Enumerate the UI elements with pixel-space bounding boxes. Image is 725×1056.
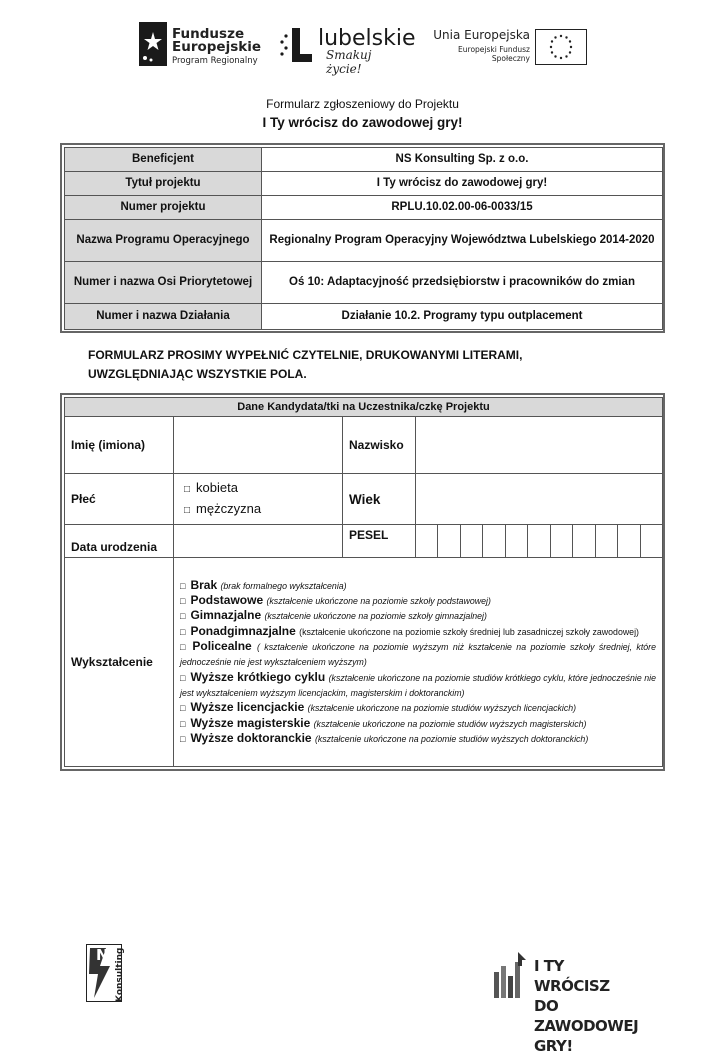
checkbox-icon[interactable]: □ [180, 626, 186, 637]
ue-title: Unia Europejska [433, 28, 530, 42]
sex-option-label: kobieta [196, 480, 238, 495]
info-row-action [65, 304, 663, 330]
checkbox-icon[interactable]: □ [180, 703, 186, 714]
education-option-desc: (brak formalnego wykształcenia) [220, 580, 347, 591]
logo-ns-konsulting [86, 944, 136, 1004]
age-field[interactable] [416, 474, 663, 525]
fill-instructions-line2: UWZGLĘDNIAJĄC WSZYSTKIE POLA. [88, 367, 307, 381]
fe-line3: Program Regionalny [172, 56, 258, 66]
game-slogan-line1: I TY WRÓCISZ DO [534, 957, 610, 1015]
education-options [174, 558, 663, 767]
info-label: Beneficjent [65, 148, 262, 172]
document-subtitle: Formularz zgłoszeniowy do Projektu [266, 97, 459, 111]
pesel-digit-cell[interactable] [527, 525, 549, 557]
fundusze-star-icon [139, 22, 167, 66]
game-slogan-line2: ZAWODOWEJ GRY! [534, 1017, 639, 1055]
age-label: Wiek [343, 474, 416, 525]
logo-lubelskie [278, 26, 416, 76]
education-option-name: Gimnazjalne [190, 608, 262, 623]
checkbox-icon[interactable]: □ [180, 596, 186, 607]
education-option-desc: (kształcenie ukończone na poziomie szkoły podstawowej) [266, 596, 491, 607]
education-option[interactable] [180, 578, 656, 593]
checkbox-icon[interactable]: □ [180, 672, 186, 683]
birth-date-field[interactable] [174, 525, 343, 558]
fill-instructions-line1: FORMULARZ PROSIMY WYPEŁNIĆ CZYTELNIE, DRUKOWANYMI LITERAMI, [88, 348, 523, 362]
checkbox-icon[interactable]: □ [180, 733, 186, 744]
pesel-digit-cell[interactable] [595, 525, 617, 557]
ns-letters: NS [96, 946, 120, 964]
info-row-project-title [65, 172, 663, 196]
info-label: Numer i nazwa Działania [65, 304, 262, 330]
birth-date-label: Data urodzenia [65, 525, 174, 558]
education-option-name: Policealne [192, 639, 252, 654]
education-option[interactable] [180, 716, 656, 731]
pesel-digit-cell[interactable] [460, 525, 482, 557]
ns-brand-text: Konsulting [115, 947, 125, 1002]
sex-option-male[interactable] [184, 499, 336, 520]
game-arrows-icon [492, 952, 528, 1000]
logo-i-ty-wrocisz [492, 952, 639, 1055]
info-row-program-name [65, 220, 663, 262]
info-label: Nazwa Programu Operacyjnego [65, 220, 262, 262]
candidate-header: Dane Kandydata/tki na Uczestnika/czkę Projektu [65, 398, 663, 417]
first-name-label: Imię (imiona) [65, 417, 174, 474]
education-option-name: Ponadgimnazjalne [190, 623, 296, 638]
ue-subtitle: Europejski Fundusz Społeczny [458, 45, 530, 63]
candidate-table [64, 397, 663, 767]
education-option[interactable] [180, 639, 656, 670]
candidate-frame [60, 393, 665, 771]
pesel-digit-cell[interactable] [505, 525, 527, 557]
education-option-desc: (kształcenie ukończone na poziomie studiów wyższych magisterskich) [313, 718, 587, 729]
pesel-digit-cell[interactable] [482, 525, 504, 557]
education-option[interactable] [180, 731, 656, 746]
education-option-desc: (kształcenie ukończone na poziomie szkoły gimnazjalnej) [264, 611, 487, 622]
pesel-digit-cell[interactable] [617, 525, 639, 557]
checkbox-icon[interactable]: □ [180, 642, 188, 653]
checkbox-icon[interactable]: □ [180, 611, 186, 622]
info-row-beneficiary [65, 148, 663, 172]
education-option[interactable] [180, 608, 656, 623]
pesel-label: PESEL [343, 525, 416, 558]
first-name-field[interactable] [174, 417, 343, 474]
education-option[interactable] [180, 593, 656, 608]
info-value: Działanie 10.2. Programy typu outplacement [262, 304, 663, 330]
eu-flag-icon [535, 29, 587, 65]
checkbox-icon[interactable]: □ [184, 484, 191, 495]
info-value: Oś 10: Adaptacyjność przedsiębiorstw i pracowników do zmian [262, 262, 663, 304]
pesel-digit-cell[interactable] [550, 525, 572, 557]
education-option[interactable] [180, 700, 656, 715]
education-option-desc: (kształcenie ukończone na poziomie studiów wyższych doktoranckich) [314, 733, 589, 744]
education-option-desc: ( kształcenie ukończone na poziomie wyższym niż kształcenie na poziomie szkoły średniej, które jednocześnie nie jest wykształceniem wyższym) [180, 642, 656, 668]
education-option-desc: (kształcenie ukończone na poziomie studiów wyższych licencjackich) [307, 703, 577, 714]
info-value: NS Konsulting Sp. z o.o. [262, 148, 663, 172]
sex-option-label: mężczyzna [196, 501, 262, 516]
lubelskie-slogan: Smakuj życie! [326, 48, 372, 76]
last-name-label: Nazwisko [343, 417, 416, 474]
pesel-field[interactable] [416, 525, 663, 558]
checkbox-icon[interactable]: □ [180, 580, 186, 591]
education-option-desc: (kształcenie ukończone na poziomie szkoły średniej lub zasadniczej szkoły zawodowej) [299, 626, 639, 637]
info-row-priority-axis [65, 262, 663, 304]
education-option-name: Wyższe doktoranckie [190, 730, 312, 745]
education-option-desc: (kształcenie ukończone na poziomie studiów krótkiego cyklu, które jednocześnie nie jest wykształceniem wyższym licencjackim, magisterskim i doktoranckim) [180, 672, 657, 698]
info-value: I Ty wrócisz do zawodowej gry! [262, 172, 663, 196]
info-value: RPLU.10.02.00-06-0033/15 [262, 196, 663, 220]
pesel-digit-cell[interactable] [437, 525, 459, 557]
checkbox-icon[interactable]: □ [184, 505, 191, 516]
info-label: Tytuł projektu [65, 172, 262, 196]
education-option[interactable] [180, 624, 656, 639]
pesel-digit-cell[interactable] [572, 525, 594, 557]
project-info-frame [60, 143, 665, 333]
fe-line2: Europejskie [172, 39, 262, 55]
checkbox-icon[interactable]: □ [180, 718, 186, 729]
lubelskie-title: lubelskie [318, 26, 416, 51]
education-option-name: Podstawowe [190, 593, 264, 608]
education-option-name: Wyższe krótkiego cyklu [190, 669, 326, 684]
pesel-digit-cell[interactable] [416, 525, 437, 557]
sex-option-female[interactable] [184, 478, 336, 499]
info-label: Numer i nazwa Osi Priorytetowej [65, 262, 262, 304]
education-option-name: Wyższe magisterskie [190, 715, 311, 730]
pesel-digit-cell[interactable] [640, 525, 662, 557]
logo-unia-europejska [418, 28, 588, 68]
fe-line1: Fundusze [172, 26, 245, 42]
fill-instructions [88, 346, 522, 384]
education-option-name: Wyższe licencjackie [190, 700, 305, 715]
info-row-project-number [65, 196, 663, 220]
education-option-name: Brak [190, 577, 218, 592]
sex-label: Płeć [65, 474, 174, 525]
info-value: Regionalny Program Operacyjny Województwa Lubelskiego 2014-2020 [262, 220, 663, 262]
document-title: I Ty wrócisz do zawodowej gry! [262, 115, 463, 130]
education-label: Wykształcenie [65, 558, 174, 767]
education-option[interactable] [180, 670, 656, 701]
project-info-table [64, 147, 663, 330]
info-label: Numer projektu [65, 196, 262, 220]
logo-fundusze-europejskie [139, 22, 262, 68]
last-name-field[interactable] [416, 417, 663, 474]
lubelskie-emblem-icon [278, 26, 314, 64]
